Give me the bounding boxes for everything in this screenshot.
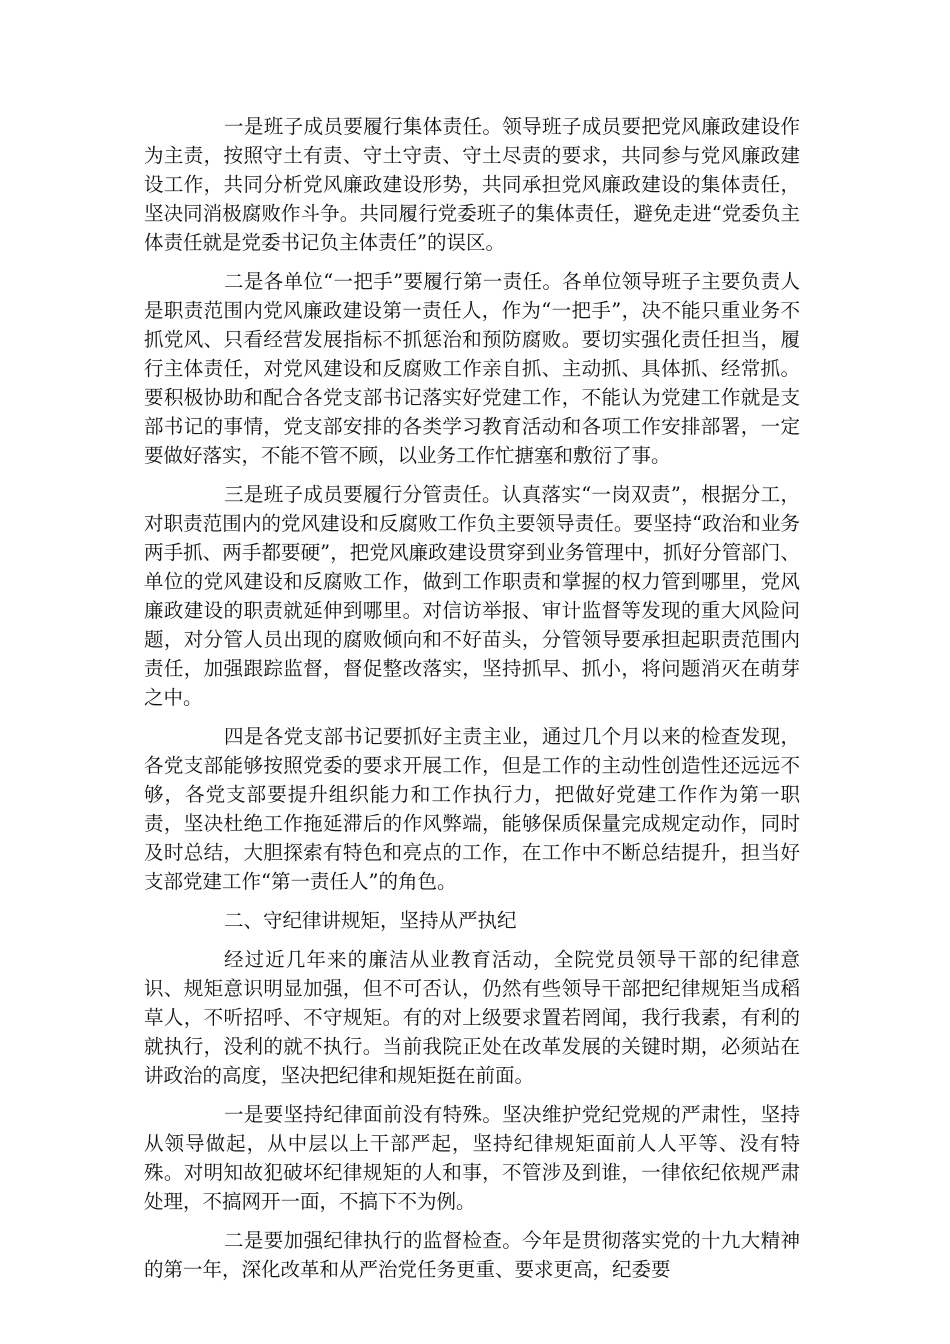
paragraph-first-responsibility: 二是各单位“一把手”要履行第一责任。各单位领导班子主要负责人是职责范围内党风廉政建设第一责任人，作为“一把手”，决不能只重业务不抓党风、只看经营发展指标不抓惩治和预防腐败。要切实强化责任担当，履行主体责任，对党风建设和反腐败工作亲自抓、主动抓、具体抓、经常抓。要积极协助和配合各党支部书记落实好党建工作，不能认为党建工作就是支部书记的事情，党支部安排的各类学习教育活动和各项工作安排部署，一定要做好落实，不能不管不顾，以业务工作忙搪塞和敷衍了事。	[144, 270, 800, 467]
paragraph-branch-secretary-duty: 四是各党支部书记要抓好主责主业，通过几个月以来的检查发现，各党支部能够按照党委的要求开展工作，但是工作的主动性创造性还远远不够，各党支部要提升组织能力和工作执行力，把做好党建工作作为第一职责，坚决杜绝工作拖延滞后的作风弊端，能够保质保量完成规定动作，同时及时总结，大胆探索有特色和亮点的工作，在工作中不断总结提升，担当好支部党建工作“第一责任人”的角色。	[144, 725, 800, 893]
paragraph-no-exceptions: 一是要坚持纪律面前没有特殊。坚决维护党纪党规的严肃性，坚持从领导做起，从中层以上干部严起，坚持纪律规矩面前人人平等、没有特殊。对明知故犯破坏纪律规矩的人和事，不管涉及到谁，一律依纪依规严肃处理，不搞网开一面，不搞下不为例。	[144, 1103, 800, 1213]
paragraph-discipline-intro: 经过近几年来的廉洁从业教育活动，全院党员领导干部的纪律意识、规矩意识明显加强，但不可否认，仍然有些领导干部把纪律规矩当成稻草人，不听招呼、不守规矩。有的对上级要求置若罔闻，我行我素，有利的就执行，没利的就不执行。当前我院正处在改革发展的关键时期，必须站在讲政治的高度，坚决把纪律和规矩挺在前面。	[144, 948, 800, 1087]
section-heading: 二、守纪律讲规矩，坚持从严执纪	[224, 909, 517, 932]
document-page	[144, 112, 800, 1294]
paragraph-collective-responsibility: 一是班子成员要履行集体责任。领导班子成员要把党风廉政建设作为主责，按照守土有责、守土守责、守土尽责的要求，共同参与党风廉政建设工作，共同分析党风廉政建设形势，共同承担党风廉政建设的集体责任，坚决同消极腐败作斗争。共同履行党委班子的集体责任，避免走进“党委负主体责任就是党委书记负主体责任”的误区。	[144, 115, 800, 254]
paragraph-supervision-inspection: 二是要加强纪律执行的监督检查。今年是贯彻落实党的十九大精神的第一年，深化改革和从严治党任务更重、要求更高，纪委要	[144, 1229, 800, 1281]
paragraph-supervisory-responsibility: 三是班子成员要履行分管责任。认真落实“一岗双责”，根据分工，对职责范围内的党风建设和反腐败工作负主要领导责任。要坚持“政治和业务两手抓、两手都要硬”，把党风廉政建设贯穿到业务管理中，抓好分管部门、单位的党风建设和反腐败工作，做到工作职责和掌握的权力管到哪里，党风廉政建设的职责就延伸到哪里。对信访举报、审计监督等发现的重大风险问题，对分管人员出现的腐败倾向和不好苗头，分管领导要承担起职责范围内责任，加强跟踪监督，督促整改落实，坚持抓早、抓小，将问题消灭在萌芽之中。	[144, 483, 800, 709]
